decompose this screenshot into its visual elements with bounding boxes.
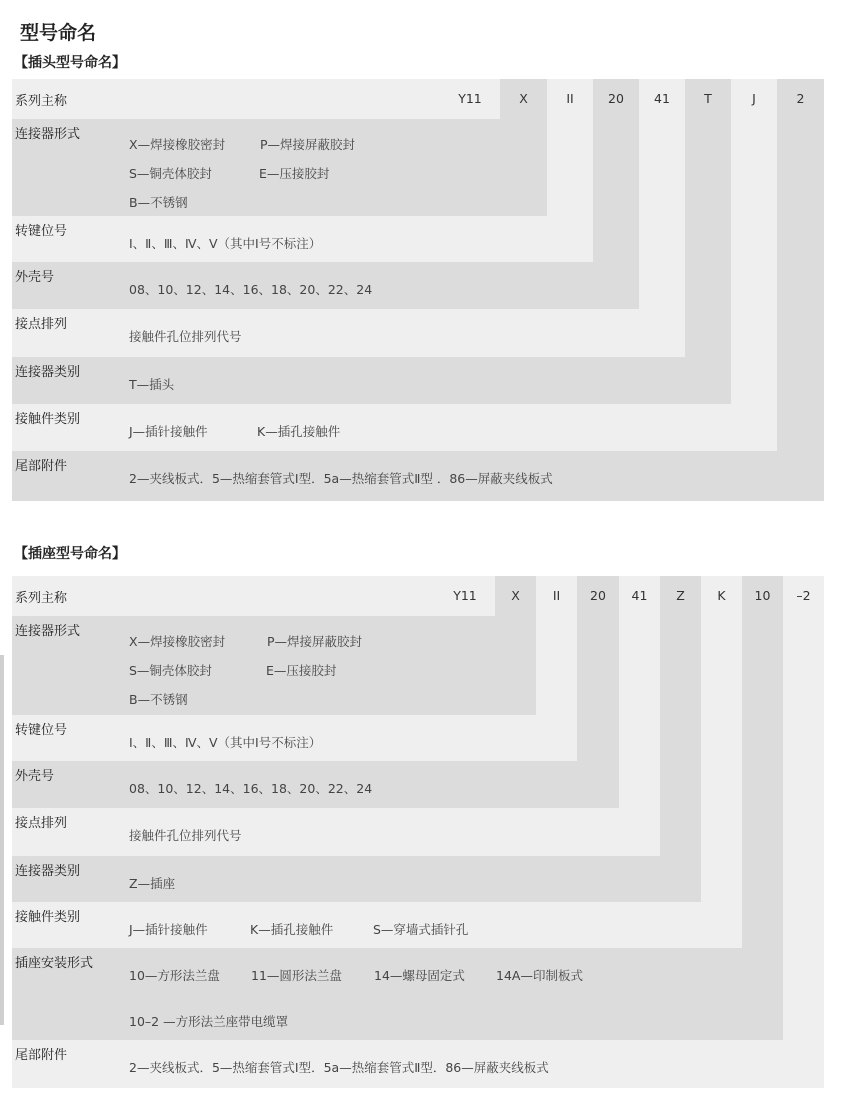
option-text: Ⅰ、Ⅱ、Ⅲ、Ⅳ、Ⅴ（其中Ⅰ号不标注） [129,236,322,251]
row-bg [12,902,701,948]
option-text: 14A—印制板式 [496,968,583,983]
option-text: 10–2 —方形法兰座带电缆罩 [129,1014,289,1029]
row-label: 连接器形式 [15,624,81,639]
code-value: 20 [608,91,624,106]
option-text: K—插孔接触件 [250,922,334,937]
code-value: X [511,588,520,603]
code-value: Y11 [453,588,477,603]
plug-section-heading: 【插头型号命名】 [14,55,126,71]
row-label: 外壳号 [15,769,55,784]
row-bg [12,856,660,902]
option-text: E—压接胶封 [266,663,337,678]
row-label: 连接器类别 [15,864,81,879]
row-label: 尾部附件 [15,459,68,474]
option-text: E—压接胶封 [259,166,330,181]
row-bg [12,119,500,216]
row-label: 转键位号 [15,723,68,738]
code-column-bg [547,79,593,262]
row-label: 接点排列 [15,816,68,831]
option-text: 14—螺母固定式 [374,968,465,983]
code-value: 2 [796,91,805,106]
option-text: 接触件孔位排列代号 [129,329,242,344]
code-value: X [519,91,528,106]
code-value: Y11 [458,91,482,106]
option-text: 10—方形法兰盘 [129,968,220,983]
code-column-bg [619,576,660,856]
option-text: 08、10、12、14、16、18、20、22、24 [129,781,373,796]
row-label: 插座安装形式 [15,956,94,971]
code-value: II [566,91,574,106]
plug-naming-diagram [12,79,824,501]
row-bg [12,309,639,357]
row-label: 接触件类别 [15,910,81,925]
option-text: J—插针接触件 [129,922,208,937]
code-column-bg [577,576,619,808]
code-value: J [752,91,756,106]
code-value: T [704,91,712,106]
option-text: 接触件孔位排列代号 [129,828,242,843]
option-text: S—穿墙式插针孔 [373,922,469,937]
code-column-bg [783,576,824,1088]
row-label: 接点排列 [15,317,68,332]
left-edge-bar [0,655,4,1025]
row-bg [12,616,495,715]
code-value: K [717,588,726,603]
row-bg [12,808,619,856]
row-label: 连接器类别 [15,365,81,380]
option-text: B—不锈钢 [129,195,188,210]
code-value: 20 [590,588,606,603]
row-bg [12,948,742,1040]
option-text: X—焊接橡胶密封 [129,634,226,649]
row-bg [12,357,685,404]
option-text: S—铜壳体胶封 [129,166,212,181]
series-row-bg [12,576,495,616]
option-text: X—焊接橡胶密封 [129,137,226,152]
row-label: 转键位号 [15,224,68,239]
option-text: S—铜壳体胶封 [129,663,212,678]
row-label: 外壳号 [15,270,55,285]
series-row-bg [12,79,500,119]
row-bg [12,404,731,451]
option-text: Ⅰ、Ⅱ、Ⅲ、Ⅳ、Ⅴ（其中Ⅰ号不标注） [129,735,322,750]
option-text: P—焊接屏蔽胶封 [260,137,356,152]
option-text: P—焊接屏蔽胶封 [267,634,363,649]
code-column-bg [701,576,742,948]
option-text: 11—圆形法兰盘 [251,968,342,983]
code-column-bg [731,79,777,501]
option-text: 2—夹线板式．5—热缩套管式Ⅰ型．5a—热缩套管式Ⅱ型．86—屏蔽夹线板式 [129,1060,549,1075]
code-column-bg [639,79,685,357]
code-value: 41 [654,91,670,106]
code-value: –2 [796,588,811,603]
option-text: Z—插座 [129,876,176,891]
row-label: 尾部附件 [15,1048,68,1063]
code-column-bg [742,576,783,1088]
series-label: 系列主称 [15,94,68,109]
option-text: 08、10、12、14、16、18、20、22、24 [129,282,373,297]
code-column-bg [660,576,701,902]
series-label: 系列主称 [15,591,68,606]
option-text: T—插头 [129,377,175,392]
code-value: Z [676,588,685,603]
code-value: 10 [754,588,771,603]
page-title: 型号命名 [20,22,97,44]
socket-section-heading: 【插座型号命名】 [14,546,126,562]
option-text: B—不锈钢 [129,692,188,707]
code-value: II [552,588,561,603]
option-text: 2—夹线板式．5—热缩套管式Ⅰ型．5a—热缩套管式Ⅱ型 ．86—屏蔽夹线板式 [129,471,553,486]
socket-naming-diagram [12,576,824,1086]
option-text: K—插孔接触件 [257,424,341,439]
code-column-bg [536,576,577,761]
option-text: J—插针接触件 [129,424,208,439]
code-column-bg [593,79,639,309]
code-column-bg [777,79,824,501]
code-column-bg [685,79,731,404]
row-label: 连接器形式 [15,127,81,142]
code-value: 41 [631,588,648,603]
row-label: 接触件类别 [15,412,81,427]
